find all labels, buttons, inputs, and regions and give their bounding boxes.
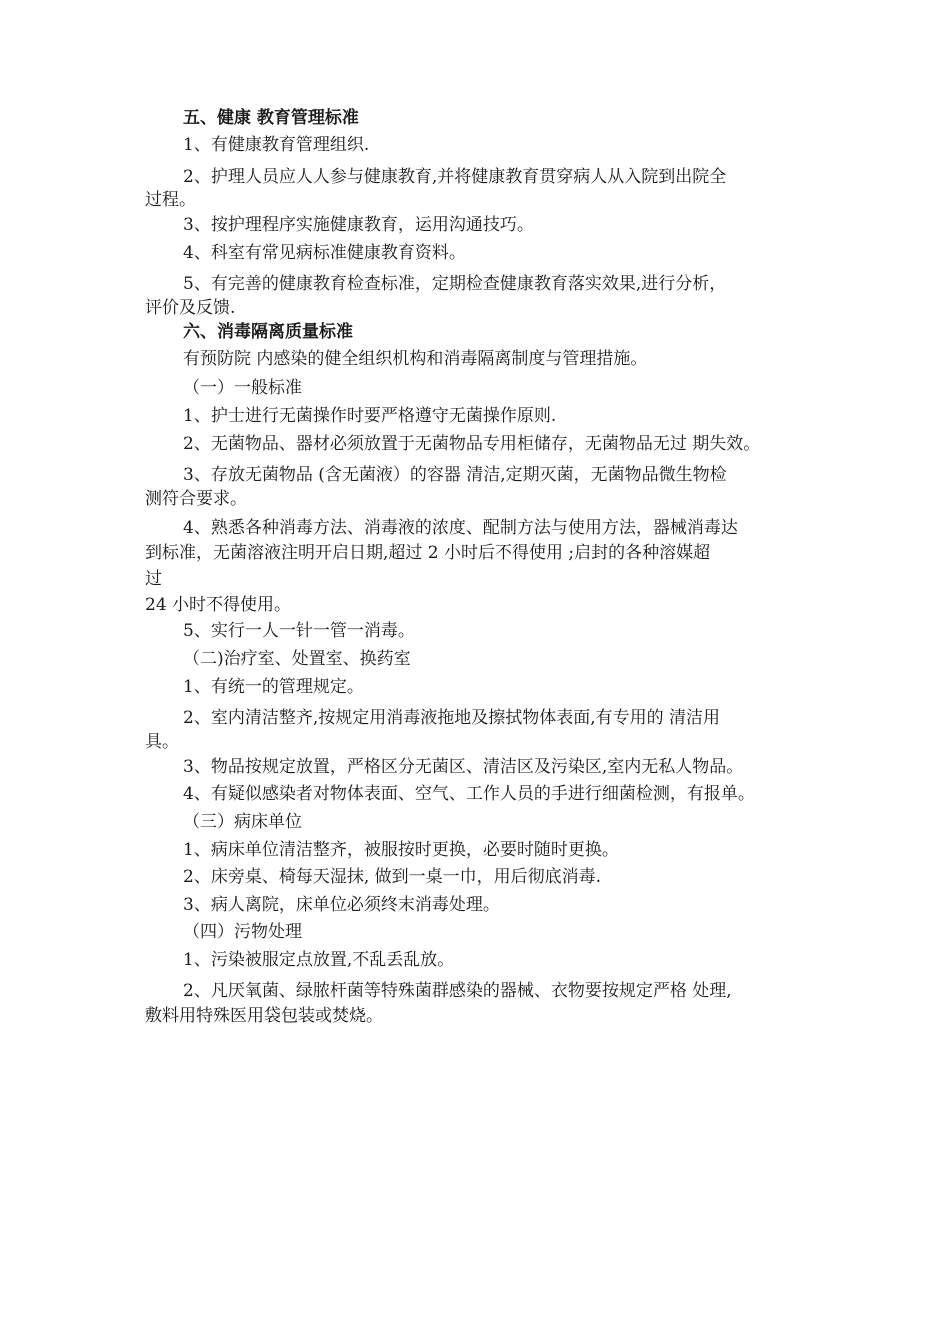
section6-heading: 六、消毒隔离质量标准 [183, 322, 353, 342]
paragraph: 2、床旁桌、椅每天湿抹, 做到一桌一巾，用后彻底消毒. [183, 867, 602, 887]
paragraph: 5、有完善的健康教育检查标准，定期检查健康教育落实效果,进行分析， [183, 274, 727, 294]
paragraph: 2、护理人员应人人参与健康教育,并将健康教育贯穿病人从入院到出院全 [183, 167, 727, 187]
paragraph: 2、无菌物品、器材必须放置于无菌物品专用柜储存，无菌物品无过 期失效。 [183, 434, 761, 454]
paragraph: 4、熟悉各种消毒方法、消毒液的浓度、配制方法与使用方法，器械消毒达 [183, 518, 738, 538]
paragraph-continuation: 过程。 [145, 190, 196, 210]
paragraph: 2、凡厌氧菌、绿脓杆菌等特殊菌群感染的器械、衣物要按规定严格 处理, [183, 981, 732, 1001]
paragraph-continuation: 敷料用特殊医用袋包装或焚烧。 [145, 1006, 383, 1026]
subsection-title: （三）病床单位 [183, 812, 302, 832]
paragraph: 1、污染被服定点放置,不乱丢乱放。 [183, 950, 455, 970]
paragraph: 3、物品按规定放置，严格区分无菌区、清洁区及污染区,室内无私人物品。 [183, 757, 744, 777]
paragraph: 4、有疑似感染者对物体表面、空气、工作人员的手进行细菌检测，有报单。 [183, 784, 755, 804]
paragraph: 1、有健康教育管理组织. [183, 135, 370, 155]
paragraph: 1、有统一的管理规定。 [183, 677, 364, 697]
section5-heading: 五、健康 教育管理标准 [183, 108, 359, 128]
paragraph: 1、病床单位清洁整齐，被服按时更换，必要时随时更换。 [183, 840, 619, 860]
paragraph: 3、按护理程序实施健康教育，运用沟通技巧。 [183, 215, 534, 235]
paragraph-continuation: 24 小时不得使用。 [145, 595, 292, 615]
paragraph: 5、实行一人一针一管一消毒。 [183, 621, 415, 641]
paragraph-continuation: 评价及反馈. [145, 298, 236, 318]
paragraph: 有预防院 内感染的健全组织机构和消毒隔离制度与管理措施。 [183, 349, 648, 369]
subsection-title: （二)治疗室、处置室、换药室 [183, 649, 411, 669]
paragraph-continuation: 过 [145, 569, 162, 589]
subsection-title: （四）污物处理 [183, 922, 302, 942]
subsection-title: （一）一般标准 [183, 378, 302, 398]
paragraph: 3、存放无菌物品 (含无菌液）的容器 清洁,定期灭菌，无菌物品微生物检 [183, 465, 727, 485]
paragraph: 1、护士进行无菌操作时要严格遵守无菌操作原则. [183, 406, 557, 426]
paragraph-continuation: 到标准，无菌溶液注明开启日期,超过 2 小时后不得使用 ;启封的各种溶媒超 [145, 543, 711, 563]
paragraph: 4、科室有常见病标准健康教育资料。 [183, 243, 466, 263]
paragraph-continuation: 具。 [145, 732, 179, 752]
paragraph-continuation: 测符合要求。 [145, 489, 247, 509]
paragraph: 2、室内清洁整齐,按规定用消毒液拖地及擦拭物体表面,有专用的 清洁用 [183, 708, 721, 728]
paragraph: 3、病人离院，床单位必须终末消毒处理。 [183, 895, 500, 915]
